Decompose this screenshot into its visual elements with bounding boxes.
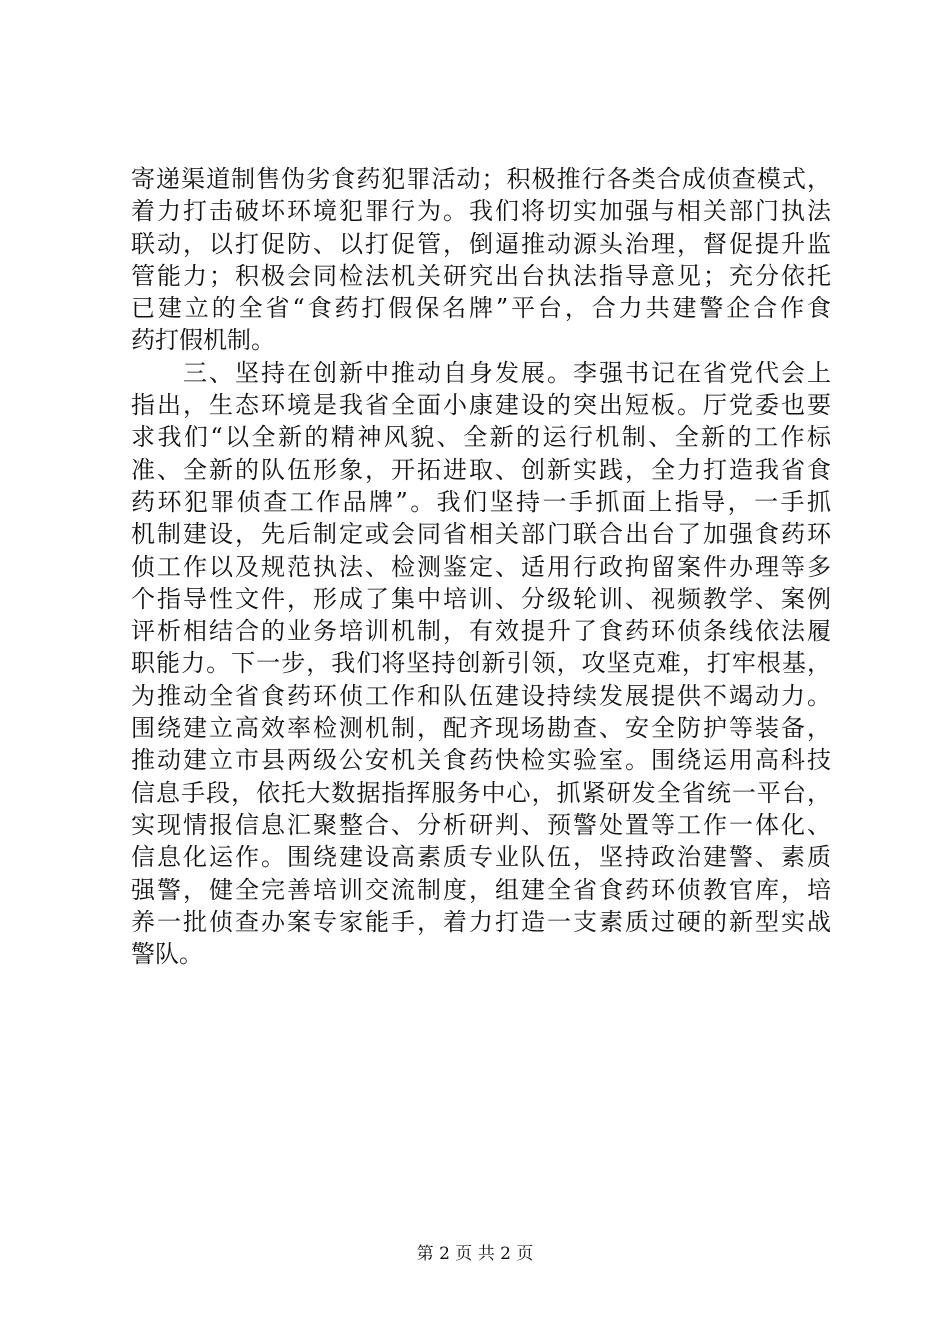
text-line: 实现情报信息汇聚整合、分析研判、预警处置等工作一体化、 <box>131 810 831 839</box>
text-line: 指出，生态环境是我省全面小康建设的突出短板。厅党委也要 <box>131 391 831 420</box>
page-number-footer: 第 2 页 共 2 页 <box>416 1244 534 1264</box>
text-line: 求我们“以全新的精神风貌、全新的运行机制、全新的工作标 <box>131 423 831 452</box>
text-line: 强警，健全完善培训交流制度，组建全省食药环侦教官库，培 <box>131 875 831 904</box>
text-line: 着力打击破坏环境犯罪行为。我们将切实加强与相关部门执法 <box>131 197 831 226</box>
text-line: 个指导性文件，形成了集中培训、分级轮训、视频教学、案例 <box>131 584 831 613</box>
text-line: 围绕建立高效率检测机制，配齐现场勘查、安全防护等装备， <box>131 714 831 743</box>
text-line: 准、全新的队伍形象，开拓进取、创新实践，全力打造我省食 <box>131 455 831 484</box>
text-line: 寄递渠道制售伪劣食药犯罪活动；积极推行各类合成侦查模式， <box>131 165 831 193</box>
text-line: 信息手段，依托大数据指挥服务中心，抓紧研发全省统一平台， <box>131 778 831 807</box>
text-line: 管能力；积极会同检法机关研究出台执法指导意见；充分依托 <box>131 261 831 290</box>
body-text <box>131 163 831 970</box>
text-line: 职能力。下一步，我们将坚持创新引领，攻坚克难，打牢根基， <box>131 649 831 678</box>
text-line: 机制建设，先后制定或会同省相关部门联合出台了加强食药环 <box>131 520 831 549</box>
text-line: 三、坚持在创新中推动自身发展。李强书记在省党代会上 <box>131 358 831 387</box>
text-line: 为推动全省食药环侦工作和队伍建设持续发展提供不竭动力。 <box>131 681 831 710</box>
text-line: 警队。 <box>131 940 203 969</box>
text-line: 推动建立市县两级公安机关食药快检实验室。围绕运用高科技 <box>131 746 831 775</box>
text-line: 评析相结合的业务培训机制，有效提升了食药环侦条线依法履 <box>131 617 831 646</box>
text-line: 药环犯罪侦查工作品牌”。我们坚持一手抓面上指导，一手抓 <box>131 487 831 516</box>
text-line: 侦工作以及规范执法、检测鉴定、适用行政拘留案件办理等多 <box>131 552 831 581</box>
text-line: 联动，以打促防、以打促管，倒逼推动源头治理，督促提升监 <box>131 229 831 258</box>
text-line: 已建立的全省“食药打假保名牌”平台，合力共建警企合作食 <box>131 294 831 323</box>
text-line: 药打假机制。 <box>131 326 275 355</box>
text-line: 养一批侦查办案专家能手，着力打造一支素质过硬的新型实战 <box>131 907 831 936</box>
text-line: 信息化运作。围绕建设高素质专业队伍，坚持政治建警、素质 <box>131 843 831 872</box>
